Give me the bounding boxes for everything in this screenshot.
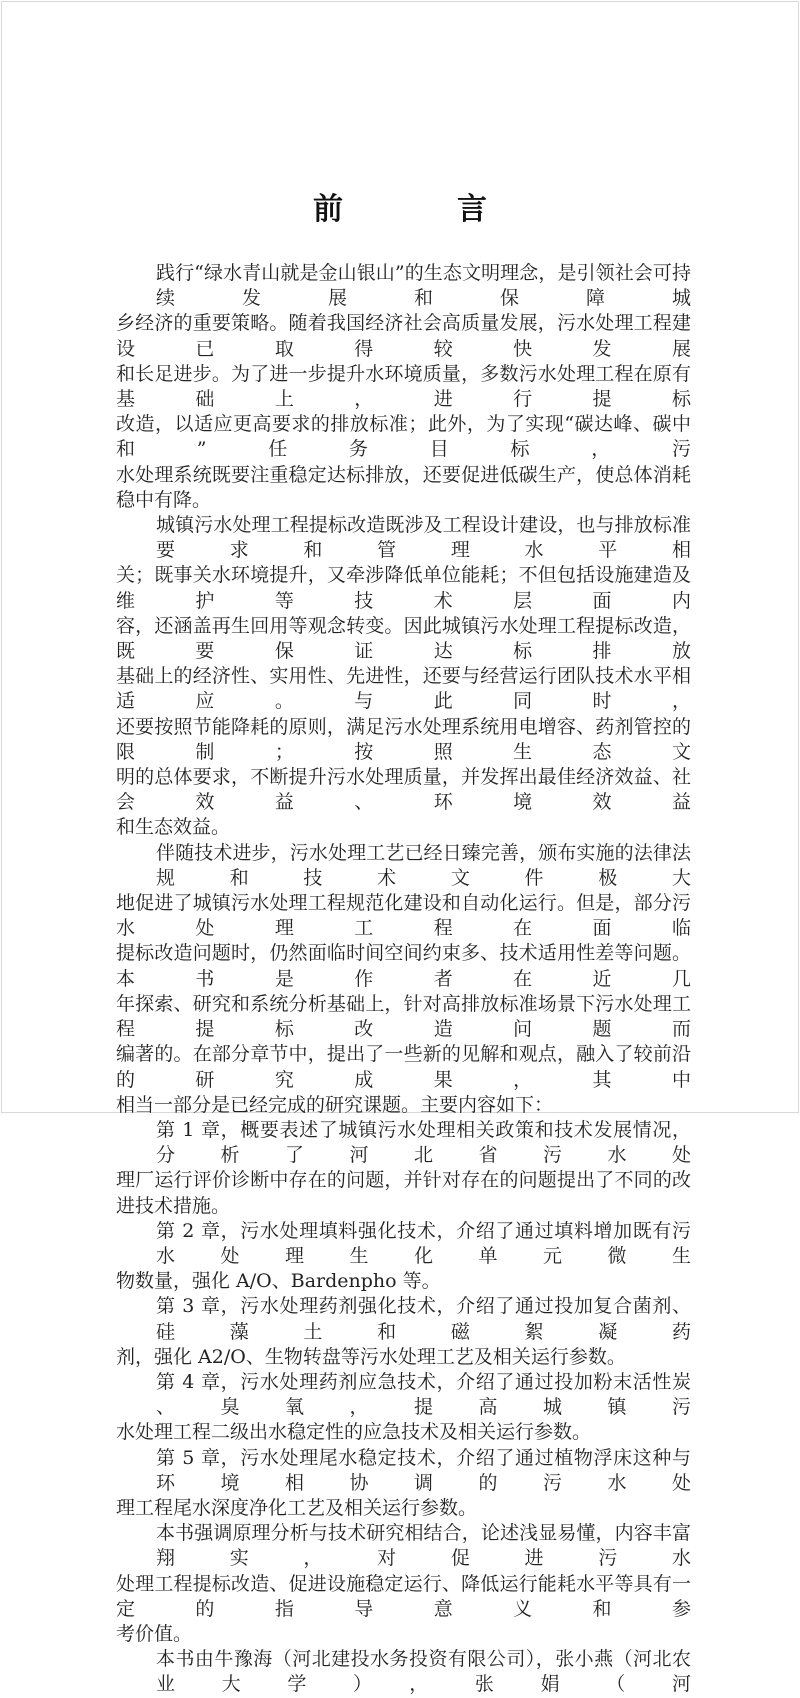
paragraph — [116, 1219, 691, 1295]
text-line: 还要按照节能降耗的原则，满足污水处理系统用电增容、药剂管控的限制；按照生态文 — [116, 715, 691, 763]
text-line: 践行“绿水青山就是金山银山”的生态文明理念，是引领社会可持续发展和保障城 — [156, 262, 691, 310]
paragraph — [116, 1118, 691, 1219]
text-line: 水处理工程二级出水稳定性的应急技术及相关运行参数。 — [116, 1421, 592, 1444]
text-line: 明的总体要求，不断提升污水处理质量，并发挥出最佳经济效益、社会效益、环境效益 — [116, 766, 691, 814]
text-line: 关；既事关水环境提升，又牵涉降低单位能耗；不但包括设施建造及维护等技术层面内 — [116, 564, 691, 612]
text-line: 第 2 章，污水处理填料强化技术，介绍了通过填料增加既有污水处理生化单元微生 — [156, 1219, 691, 1267]
paragraph — [116, 261, 691, 513]
page-title: 前 言 — [313, 192, 529, 227]
text-line: 乡经济的重要策略。随着我国经济社会高质量发展，污水处理工程建设已取得较快发展 — [116, 312, 691, 360]
paragraph — [116, 513, 691, 841]
text-line: 容，还涵盖再生回用等观念转变。因此城镇污水处理工程提标改造，既要保证达标排放 — [116, 614, 691, 663]
text-line: 和长足进步。为了进一步提升水环境质量，多数污水处理工程在原有基础上，进行提标 — [116, 362, 691, 411]
text-line: 第 4 章，污水处理药剂应急技术，介绍了通过投加粉末活性炭、臭氧，提高城镇污 — [156, 1370, 691, 1419]
paragraph — [116, 1294, 691, 1370]
paragraph — [116, 1446, 691, 1522]
paragraph — [116, 1521, 691, 1647]
text-line: 处理工程提标改造、促进设施稳定运行、降低运行能耗水平等具有一定的指导意义和参 — [116, 1572, 691, 1620]
text-line: 剂，强化 A2/O、生物转盘等污水处理工艺及相关运行参数。 — [116, 1345, 626, 1368]
text-line: 第 1 章，概要表述了城镇污水处理相关政策和技术发展情况，分析了河北省污水处 — [156, 1118, 691, 1167]
text-line: 基础上的经济性、实用性、先进性，还要与经营运行团队技术水平相适应。与此同时， — [116, 665, 691, 713]
text-line: 城镇污水处理工程提标改造既涉及工程设计建设，也与排放标准要求和管理水平相 — [156, 514, 691, 562]
text-line: 伴随技术进步，污水处理工艺已经日臻完善，颁布实施的法律法规和技术文件极大 — [156, 841, 691, 889]
preface-body — [116, 261, 691, 1698]
text-line: 第 5 章，污水处理尾水稳定技术，介绍了通过植物浮床这种与环境相协调的污水处 — [156, 1446, 691, 1494]
text-line: 年探索、研究和系统分析基础上，针对高排放标准场景下污水处理工程提标改造问题而 — [116, 992, 691, 1041]
text-line: 提标改造问题时，仍然面临时间空间约束多、技术适用性差等问题。本书是作者在近几 — [116, 942, 691, 990]
text-line: 第 3 章，污水处理药剂强化技术，介绍了通过投加复合菌剂、硅藻土和磁絮凝药 — [156, 1295, 691, 1343]
paragraph — [116, 1370, 691, 1446]
text-line: 本书由牛豫海（河北建投水务投资有限公司），张小燕（河北农业大学），张娟（河 — [156, 1648, 691, 1696]
text-line: 水处理系统既要注重稳定达标排放，还要促进低碳生产，使总体消耗稳中有降。 — [116, 463, 691, 511]
text-line: 和生态效益。 — [116, 816, 231, 839]
paragraph — [116, 841, 691, 1118]
text-line: 物数量，强化 A/O、Bardenpho 等。 — [116, 1270, 441, 1293]
text-line: 编著的。在部分章节中，提出了一些新的见解和观点，融入了较前沿的研究成果，其中 — [116, 1043, 691, 1091]
text-line: 地促进了城镇污水处理工程规范化建设和自动化运行。但是，部分污水处理工程在面临 — [116, 892, 691, 940]
text-line: 相当一部分是已经完成的研究课题。主要内容如下： — [116, 1093, 554, 1116]
paragraph — [116, 1647, 691, 1697]
text-line: 本书强调原理分析与技术研究相结合，论述浅显易懂，内容丰富翔实，对促进污水 — [156, 1522, 691, 1570]
text-line: 理厂运行评价诊断中存在的问题，并针对存在的问题提出了不同的改进技术措施。 — [116, 1169, 691, 1217]
text-line: 理工程尾水深度净化工艺及相关运行参数。 — [116, 1496, 478, 1519]
text-line: 改造，以适应更高要求的排放标准；此外，为了实现“碳达峰、碳中和”任务目标，污 — [116, 413, 691, 461]
text-line: 考价值。 — [116, 1622, 193, 1645]
